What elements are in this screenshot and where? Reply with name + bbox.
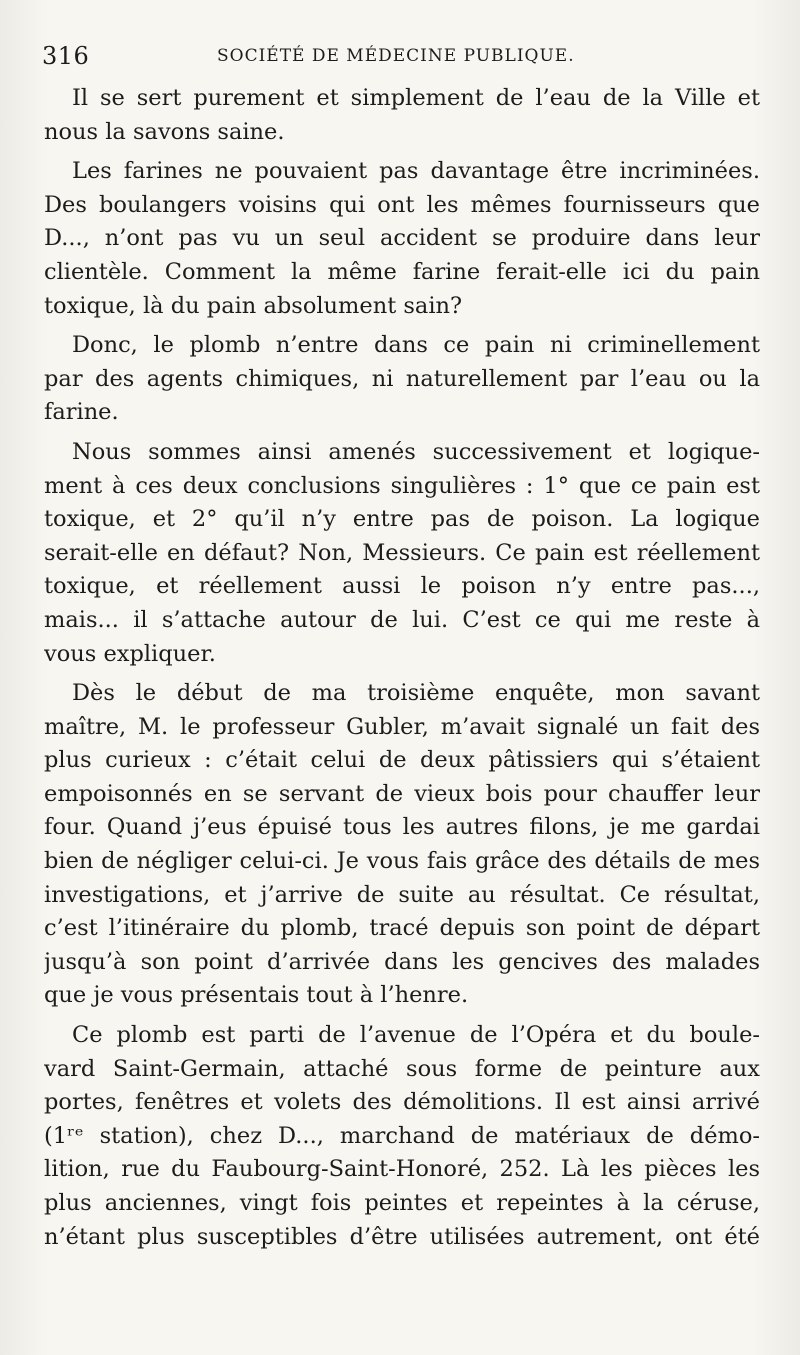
text-line: plus curieux : c’était celui de deux pâtissiers qui s’étaient	[44, 747, 760, 774]
text-line: nous la savons saine.	[44, 118, 285, 145]
paragraph	[44, 1019, 760, 1254]
text-line: bien de négliger celui-ci. Je vous fais grâce des détails de mes	[44, 848, 760, 875]
text-line: que je vous présentais tout à l’henre.	[44, 982, 469, 1009]
running-title: SOCIÉTÉ DE MÉDECINE PUBLIQUE.	[217, 46, 575, 66]
text-line: n’étant plus susceptibles d’être utilisées autrement, ont été	[44, 1223, 760, 1250]
text-line: mais... il s’attache autour de lui. C’est ce qui me reste à	[44, 606, 760, 633]
text-line: Ce plomb est parti de l’avenue de l’Opéra et du boule-	[72, 1022, 760, 1049]
text-line: toxique, et réellement aussi le poison n’y entre pas...,	[44, 573, 760, 600]
text-line: lition, rue du Faubourg-Saint-Honoré, 252. Là les pièces les	[44, 1156, 760, 1183]
text-line: Des boulangers voisins qui ont les mêmes fournisseurs que	[44, 191, 760, 218]
text-line: investigations, et j’arrive de suite au résultat. Ce résultat,	[44, 881, 760, 908]
page-header	[42, 38, 762, 74]
body-text	[44, 82, 760, 1260]
text-line: vous expliquer.	[44, 640, 216, 667]
paragraph	[44, 436, 760, 671]
text-line: four. Quand j’eus épuisé tous les autres filons, je me gardai	[44, 814, 760, 841]
text-line: (1ʳᵉ station), chez D..., marchand de matériaux de démo-	[44, 1122, 760, 1149]
text-line: vard Saint-Germain, attaché sous forme de peinture aux	[44, 1055, 760, 1082]
paragraph	[44, 677, 760, 1013]
text-line: portes, fenêtres et volets des démolitions. Il est ainsi arrivé	[44, 1089, 760, 1116]
text-line: farine.	[44, 399, 119, 426]
page-number: 316	[42, 42, 90, 70]
paragraph	[44, 155, 760, 323]
text-line: Donc, le plomb n’entre dans ce pain ni criminellement	[72, 332, 760, 359]
text-line: par des agents chimiques, ni naturellement par l’eau ou la	[44, 365, 760, 392]
text-line: ment à ces deux conclusions singulières : 1° que ce pain est	[44, 472, 760, 499]
text-line: maître, M. le professeur Gubler, m’avait signalé un fait des	[44, 713, 760, 740]
text-line: Dès le début de ma troisième enquête, mon savant	[72, 680, 760, 707]
text-line: jusqu’à son point d’arrivée dans les gencives des malades	[44, 948, 760, 975]
text-line: empoisonnés en se servant de vieux bois pour chauffer leur	[44, 780, 760, 807]
paragraph	[44, 329, 760, 430]
text-line: c’est l’itinéraire du plomb, tracé depuis son point de départ	[44, 915, 760, 942]
text-line: Les farines ne pouvaient pas davantage être incriminées.	[72, 158, 760, 185]
paragraph	[44, 82, 760, 149]
text-line: plus anciennes, vingt fois peintes et repeintes à la céruse,	[44, 1190, 760, 1216]
text-line: serait-elle en défaut? Non, Messieurs. Ce pain est réellement	[44, 539, 760, 566]
text-line: clientèle. Comment la même farine ferait-elle ici du pain	[44, 258, 760, 285]
text-line: Nous sommes ainsi amenés successivement et logique-	[72, 438, 760, 465]
text-line: Il se sert purement et simplement de l’eau de la Ville et	[72, 85, 760, 111]
text-line: toxique, là du pain absolument sain?	[44, 292, 463, 319]
text-line: toxique, et 2° qu’il n’y entre pas de poison. La logique	[44, 506, 760, 533]
text-line: D..., n’ont pas vu un seul accident se produire dans leur	[44, 225, 760, 252]
